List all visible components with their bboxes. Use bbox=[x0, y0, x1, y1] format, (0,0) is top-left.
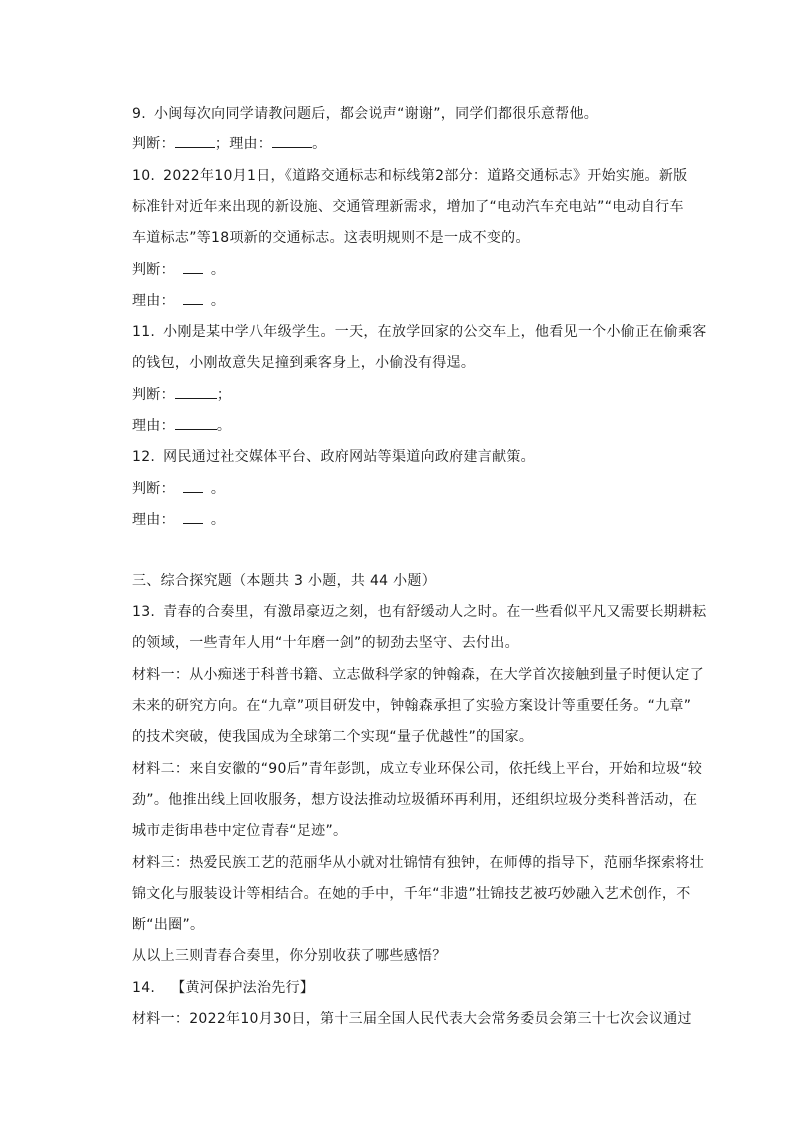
material-3-line-1: 材料三：热爱民族工艺的范丽华从小就对壮锦情有独钟，在师傅的指导下，范丽华探索将壮 bbox=[132, 855, 704, 871]
question-10-line-3: 车道标志”等18项新的交通标志。这表明规则不是一成不变的。 bbox=[132, 230, 530, 246]
material-1-line-3: 的技术突破，使我国成为全球第二个实现“量子优越性”的国家。 bbox=[132, 729, 534, 745]
line-end: 。 bbox=[312, 136, 327, 152]
question-11-reason bbox=[132, 417, 692, 435]
material-3-line-2: 锦文化与服装设计等相结合。在她的手中，千年“非遗”壮锦技艺被巧妙融入艺术创作，不 bbox=[132, 886, 691, 902]
question-10 bbox=[132, 167, 692, 185]
question-9 bbox=[132, 105, 692, 123]
material-2-line-2: 劲”。他推出线上回收服务，想方设法推动垃圾循环再利用，还组织垃圾分类科普活动，在 bbox=[132, 792, 698, 808]
judge-label: 判断： bbox=[132, 387, 175, 403]
line-end: 。 bbox=[210, 262, 226, 278]
question-title: 【黄河保护法治先行】 bbox=[171, 980, 315, 996]
reason-blank bbox=[175, 417, 217, 430]
reason-label: 理由： bbox=[132, 293, 175, 309]
reason-label: 理由： bbox=[132, 418, 175, 434]
line-end: 。 bbox=[210, 481, 226, 497]
question-9-answer-line bbox=[132, 135, 692, 153]
question-number: 10. bbox=[132, 168, 156, 184]
reason-blank bbox=[183, 292, 203, 305]
question-10-reason bbox=[132, 292, 692, 310]
question-text: 小闽每次向同学请教问题后，都会说声“谢谢”，同学们都很乐意帮他。 bbox=[153, 106, 599, 122]
question-text-line-1: 2022年10月1日，《道路交通标志和标线第2部分：道路交通标志》开始实施。新版 bbox=[163, 168, 688, 184]
question-number: 11. bbox=[132, 324, 156, 340]
section-heading: 三、综合探究题（本题共 3 小题，共 44 小题） bbox=[132, 573, 437, 589]
reason-blank bbox=[272, 135, 312, 148]
question-13-prompt: 从以上三则青春合奏里，你分别收获了哪些感悟？ bbox=[132, 948, 447, 964]
judge-label: 判断： bbox=[132, 136, 175, 152]
judge-blank bbox=[175, 135, 215, 148]
question-number: 9. bbox=[132, 106, 146, 122]
line-end: 。 bbox=[210, 512, 226, 528]
material-2-line-3: 城市走街串巷中定位青春“足迹”。 bbox=[132, 823, 348, 839]
question-13 bbox=[132, 603, 707, 621]
question-12-reason bbox=[132, 511, 692, 529]
judge-blank bbox=[175, 386, 217, 399]
question-11 bbox=[132, 323, 707, 341]
material-2-line-1: 材料二：来自安徽的“90后”青年彭凯，成立专业环保公司，依托线上平台，开始和垃圾“较 bbox=[132, 761, 703, 777]
judge-label: 判断： bbox=[132, 481, 175, 497]
question-number: 13. bbox=[132, 604, 156, 620]
reason-label: 理由： bbox=[132, 512, 175, 528]
question-11-judge bbox=[132, 386, 692, 404]
line-end: ； bbox=[216, 387, 232, 403]
line-end: 。 bbox=[210, 293, 226, 309]
question-number: 14. bbox=[132, 980, 156, 996]
question-11-line-2: 的钱包，小刚故意失足撞到乘客身上，小偷没有得逞。 bbox=[132, 355, 476, 371]
material-3-line-3: 断“出圈”。 bbox=[132, 917, 205, 933]
judge-label: 判断： bbox=[132, 262, 175, 278]
question-number: 12. bbox=[132, 449, 156, 465]
material-1-line-2: 未来的研究方向。在“九章”项目研发中，钟翰森承担了实验方案设计等重要任务。“九章” bbox=[132, 698, 692, 714]
question-text: 网民通过社交媒体平台、政府网站等渠道向政府建言献策。 bbox=[163, 449, 535, 465]
question-10-line-2: 标准针对近年来出现的新设施、交通管理新需求，增加了“电动汽车充电站”“电动自行车 bbox=[132, 199, 684, 215]
question-13-line-2: 的领域，一些青年人用“十年磨一剑”的韧劲去坚守、去付出。 bbox=[132, 635, 519, 651]
judge-blank bbox=[183, 261, 203, 274]
judge-blank bbox=[183, 480, 203, 493]
material-1-line-1: 材料一：从小痴迷于科普书籍、立志做科学家的钟翰森，在大学首次接触到量子时便认定了 bbox=[132, 667, 704, 683]
reason-label: ；理由： bbox=[214, 136, 273, 152]
line-end: 。 bbox=[216, 418, 232, 434]
question-12-judge bbox=[132, 480, 692, 498]
question-12 bbox=[132, 448, 692, 466]
question-14 bbox=[132, 979, 692, 997]
question-14-material-1-line-1: 材料一：2022年10月30日，第十三届全国人民代表大会常务委员会第三十七次会议通过 bbox=[132, 1011, 692, 1027]
reason-blank bbox=[183, 511, 203, 524]
question-text-line-1: 小刚是某中学八年级学生。一天，在放学回家的公交车上，他看见一个小偷正在偷乘客 bbox=[163, 324, 707, 340]
question-10-judge bbox=[132, 261, 692, 279]
question-text-line-1: 青春的合奏里，有激昂豪迈之刻，也有舒缓动人之时。在一些看似平凡又需要长期耕耘 bbox=[163, 604, 707, 620]
